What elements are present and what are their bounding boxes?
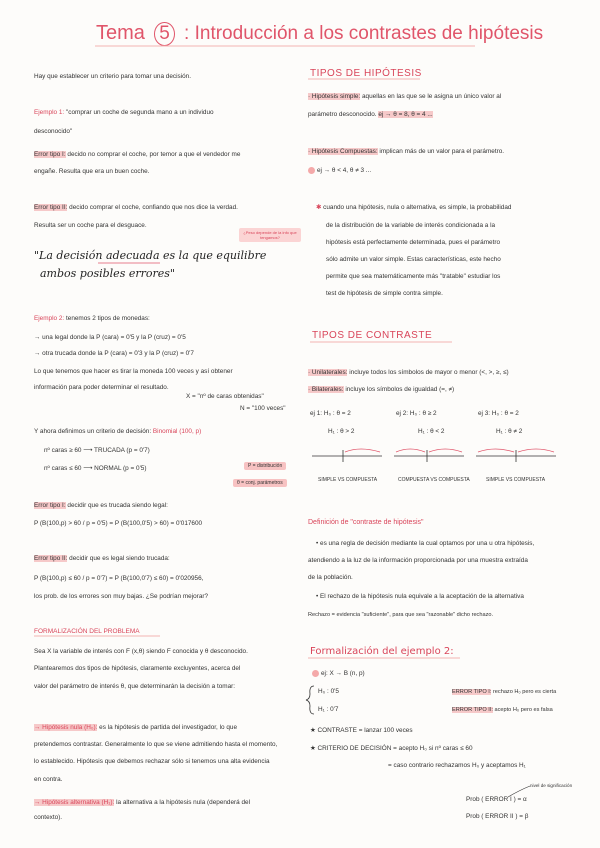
ej2-h0: ej 2: H₀ : θ ≥ 2 xyxy=(396,410,437,417)
formalization2-heading: Formalización del ejemplo 2: xyxy=(310,646,454,657)
quote-line1: "La decisión adecuada es la que equilibre xyxy=(34,249,267,262)
h1-text1: la alternativa a la hipótesis nula (dependerá del xyxy=(116,799,251,806)
h0-text4: en contra. xyxy=(34,776,63,783)
ej2-h1: H₁ : θ < 2 xyxy=(418,428,445,435)
star-text4: sólo admite un valor simple. Estas características, este hecho xyxy=(326,256,501,263)
tag-distribution: P = distribución xyxy=(244,462,286,470)
hypothesis-brace xyxy=(306,686,314,714)
example2-label: Ejemplo 2: xyxy=(34,315,65,322)
title-tema: Tema xyxy=(96,22,145,44)
star-text5: permite que sea matemáticamente más "tratable" estudiar los xyxy=(326,273,501,280)
error1-summary-label: ERROR TIPO I: xyxy=(452,689,492,695)
compuesta-label: · Hipótesis Compuestas: xyxy=(308,148,378,155)
prob-error1: Prob ( ERROR I ) = α xyxy=(466,796,527,803)
label-simple-compuesta-1: SIMPLE VS COMPUESTA xyxy=(318,477,378,483)
star-text1: cuando una hipótesis, nula o alternativa, es simple, la probabilidad xyxy=(323,204,512,211)
tipos-contraste-heading: TIPOS DE CONTRASTE xyxy=(312,330,433,341)
h0-text3: lo establecido. Hipótesis que debemos rechazar sólo si tenemos una alta evidencia xyxy=(34,758,270,765)
ej3-h1: H₁ : θ ≠ 2 xyxy=(496,428,523,435)
formalization2-h1: H₁ : 0'7 xyxy=(318,706,339,713)
label-simple-compuesta-2: SIMPLE VS COMPUESTA xyxy=(486,477,546,483)
formalization-heading: FORMALIZACIÓN DEL PROBLEMA xyxy=(34,628,140,635)
criterio-line2: = caso contrario rechazamos H₀ y aceptamos H₁ xyxy=(388,762,526,769)
sticky-note: ¿Peso depende de la info que tengamos? xyxy=(239,228,301,242)
label-compuesta-compuesta: COMPUESTA VS COMPUESTA xyxy=(398,477,470,483)
simple-example: ej → θ = 8, θ = 4 ... xyxy=(378,111,433,118)
unilateral-label: · Unilaterales: xyxy=(308,369,348,376)
definition-line3: de la población. xyxy=(308,574,353,581)
error1b-label: Error tipo I: xyxy=(34,502,66,509)
star-text3: hipótesis está perfectamente determinada, pues el parámetro xyxy=(326,239,501,246)
criterion-binomial: Binomial (100, p) xyxy=(152,428,202,435)
criterion-trucada: nº caras ≥ 60 ⟶ TRUCADA (p = 0'7) xyxy=(44,447,150,454)
error1b-text: decidir que es trucada siendo legal: xyxy=(67,502,168,509)
example2-trucada: → otra trucada donde la P (cara) = 0'3 y la P (cruz) = 0'7 xyxy=(34,350,194,357)
formalization-line2: Plantearemos dos tipos de hipótesis, claramente excluyentes, acerca del xyxy=(34,665,241,672)
star-icon: ✱ xyxy=(316,204,322,211)
error2b-text: decidir que es legal siendo trucada: xyxy=(69,555,170,562)
criterio-line: ★ CRITERIO DE DECISIÓN = acepto H₀ si nº caras ≤ 60 xyxy=(310,745,473,752)
example2-method1: Lo que tenemos que hacer es tirar la moneda 100 veces y así obtener xyxy=(34,368,233,375)
error2-text2: Resulta ser un coche para el desguace. xyxy=(34,222,147,229)
formalization2-ej-text: ej: X → B (n, p) xyxy=(321,670,365,678)
definition-line5: Rechazo = evidencia "suficiente", para que sea "razonable" dicho rechazo. xyxy=(308,612,494,618)
compuesta-text1: implican más de un valor para el parámetro. xyxy=(379,148,505,155)
formalization-line3: valor del parámetro de interés θ, que determinarán la decisión a tomar: xyxy=(34,683,236,690)
simple-label: · Hipótesis simple: xyxy=(308,93,361,100)
h0-label: → Hipótesis nula (H₀): xyxy=(34,724,98,731)
definition-line2: atendiendo a la luz de la información proporcionada por una muestra extraída xyxy=(308,557,528,564)
criterion-normal: nº caras ≤ 60 ⟶ NORMAL (p = 0'5) xyxy=(44,465,147,472)
formalization-line1: Sea X la variable de interés con F (x,θ) siendo F conocida y θ desconocido. xyxy=(34,648,248,655)
ej1-h0: ej 1: H₀ : θ = 2 xyxy=(310,410,351,417)
error2b-formula: P (B(100,p) ≤ 60 / p = 0'7) = P (B(100,0'7) ≤ 60) = 0'020956, xyxy=(34,575,204,582)
compuesta-example-text: ej → θ < 4, θ ≠ 3 ... xyxy=(317,167,372,175)
error2-text1: decido comprar el coche, confiando que nos dice la verdad. xyxy=(69,204,238,211)
h0-text1: es la hipótesis de partida del investigador, lo que xyxy=(99,724,238,731)
error2-summary-text: acepto H₀ pero es falsa xyxy=(494,707,553,713)
ej3-h0: ej 3: H₀ : θ = 2 xyxy=(478,410,519,417)
alpha-arrow xyxy=(508,786,530,797)
bilateral-label: · Bilaterales: xyxy=(308,386,344,393)
number-line-ej1 xyxy=(312,449,382,462)
error2-label: Error tipo II: xyxy=(34,204,68,211)
error1b-formula: P (B(100,p) > 60 / p = 0'5) = P (B(100,0'5) > 60) = 0'017600 xyxy=(34,520,203,527)
definition-line1: • es una regla de decisión mediante la cual optamos por una u otra hipótesis, xyxy=(316,540,535,547)
quote-line2: ambos posibles errores" xyxy=(40,267,175,280)
variable-n: N = "100 veces" xyxy=(240,405,286,412)
definition-line4: • El rechazo de la hipótesis nula equivale a la aceptación de la alternativa xyxy=(316,593,524,600)
error1-label: Error tipo I: xyxy=(34,151,66,158)
example1-text1: "comprar un coche de segunda mano a un individuo xyxy=(65,109,214,116)
number-line-ej2 xyxy=(394,449,464,462)
error2b-question: los prob. de los errores son muy bajas. ¿Se podrían mejorar? xyxy=(34,593,209,600)
h1-text2: contexto). xyxy=(34,814,63,821)
error1-text2: engañe. Resulta que era un buen coche. xyxy=(34,168,150,175)
example2-method2: información para poder determinar el resultado. xyxy=(34,384,169,391)
error1-text1: decido no comprar el coche, por temor a que el vendedor me xyxy=(67,151,241,158)
contraste-line: ★ CONTRASTE = lanzar 100 veces xyxy=(310,727,413,734)
prob-error2: Prob ( ERROR II ) = β xyxy=(466,813,529,820)
unilateral-text: incluye todos los símbolos de mayor o menor (<, >, ≥, ≤) xyxy=(349,369,509,376)
h0-text2: pretendemos contrastar. Generalmente lo que se viene admitiendo hasta el momento, xyxy=(34,741,278,748)
variable-x: X = "nº de caras obtenidas" xyxy=(186,393,264,400)
simple-text1: aquellas en las que se le asigna un único valor al xyxy=(362,93,502,100)
nivel-significacion: nivel de significación xyxy=(530,783,573,788)
example1-text2: desconocido" xyxy=(34,128,73,135)
example2-text: tenemos 2 tipos de monedas: xyxy=(65,315,150,322)
title-text: : Introducción a los contrastes de hipótesis xyxy=(184,23,544,44)
h1-label: → Hipótesis alternativa (H₁): xyxy=(34,799,115,806)
definition-heading: Definición de "contraste de hipótesis" xyxy=(308,519,424,526)
example1-label: Ejemplo 1: xyxy=(34,109,65,116)
intro-text: Hay que establecer un criterio para tomar una decisión. xyxy=(34,73,192,80)
star-text2: de la distribución de la variable de interés condicionada a la xyxy=(326,222,496,229)
error1-summary-text: rechazo H₀ pero es cierta xyxy=(492,689,557,695)
tipos-hipotesis-heading: TIPOS DE HIPÓTESIS xyxy=(310,68,422,79)
bilateral-text: incluye los símbolos de igualdad (=, ≠) xyxy=(345,386,455,393)
criterion-text: Y ahora definimos un criterio de decisión: xyxy=(34,428,152,435)
error2b-label: Error tipo II: xyxy=(34,555,68,562)
number-line-ej3 xyxy=(476,449,556,462)
tag-parameters: θ = conj. parámetros xyxy=(233,479,287,487)
ej1-h1: H₁ : θ > 2 xyxy=(328,428,355,435)
example2-legal: → una legal donde la P (cara) = 0'5 y la P (cruz) = 0'5 xyxy=(34,334,186,341)
simple-text2: parámetro desconocido. xyxy=(308,111,377,118)
title-number: 5 xyxy=(154,22,175,46)
error2-summary-label: ERROR TIPO II: xyxy=(452,707,493,713)
star-text6: test de hipótesis de simple contra simple. xyxy=(326,290,443,297)
formalization2-h0: H₀ : 0'5 xyxy=(318,688,339,695)
